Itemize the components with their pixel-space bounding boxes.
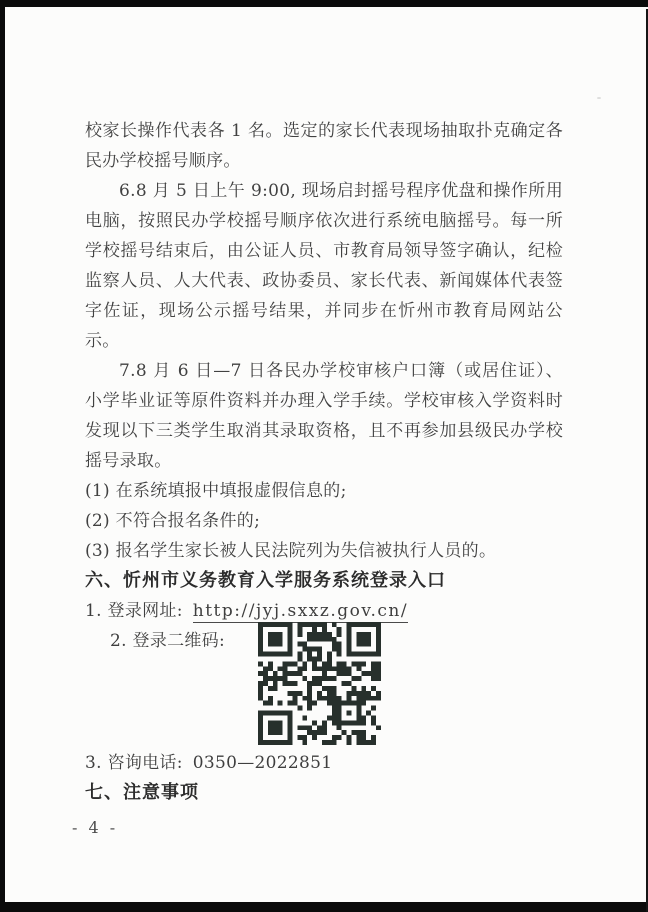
qr-code-icon — [258, 622, 381, 745]
login-qr-label: 2. 登录二维码: — [110, 631, 226, 651]
scan-edge-left — [0, 0, 5, 912]
scan-edge-top — [0, 0, 648, 7]
scan-artifact — [597, 97, 601, 99]
section-7-heading: 七、注意事项 — [85, 782, 199, 803]
paragraph-step-7-review: 7.8 月 6 日—7 日各民办学校审核户口簿（或居住证）、小学毕业证等原件资料并办理入学手续。学校审核入学资料时发现以下三类学生取消其录取资格，且不再参加县级民办学校摇号录取。 — [85, 361, 563, 471]
paragraph-step-6-lottery: 6.8 月 5 日上午 9:00, 现场启封摇号程序优盘和操作所用电脑，按照民办学校摇号顺序依次进行系统电脑摇号。每一所学校摇号结束后，由公证人员、市教育局领导签字确认，纪检监察人员、人大代表、政协委员、家长代表、新闻媒体代表签字佐证，现场公示摇号结果，并同步在忻州市教育局网站公示。 — [85, 181, 563, 351]
login-url-label: 1. 登录网址: — [85, 601, 183, 621]
page-number: - 4 - — [72, 818, 119, 837]
scan-edge-bottom — [0, 902, 648, 912]
phone-label: 3. 咨询电话: — [85, 753, 183, 773]
phone-number: 0350—2022851 — [192, 753, 333, 773]
section-6-heading: 六、忻州市义务教育入学服务系统登录入口 — [85, 570, 446, 591]
list-item-false-info: (1) 在系统填报中填报虚假信息的; — [85, 481, 347, 501]
list-item-not-qualified: (2) 不符合报名条件的; — [85, 511, 261, 531]
paragraph-parent-representatives: 校家长操作代表各 1 名。选定的家长代表现场抽取扑克确定各民办学校摇号顺序。 — [85, 121, 563, 171]
document-body — [85, 116, 563, 808]
login-qr-line — [110, 626, 563, 745]
phone-line — [85, 748, 563, 778]
list-item-dishonest-parent: (3) 报名学生家长被人民法院列为失信被执行人员的。 — [85, 541, 497, 561]
login-url-link[interactable]: http://jyj.sxxz.gov.cn/ — [192, 601, 409, 621]
